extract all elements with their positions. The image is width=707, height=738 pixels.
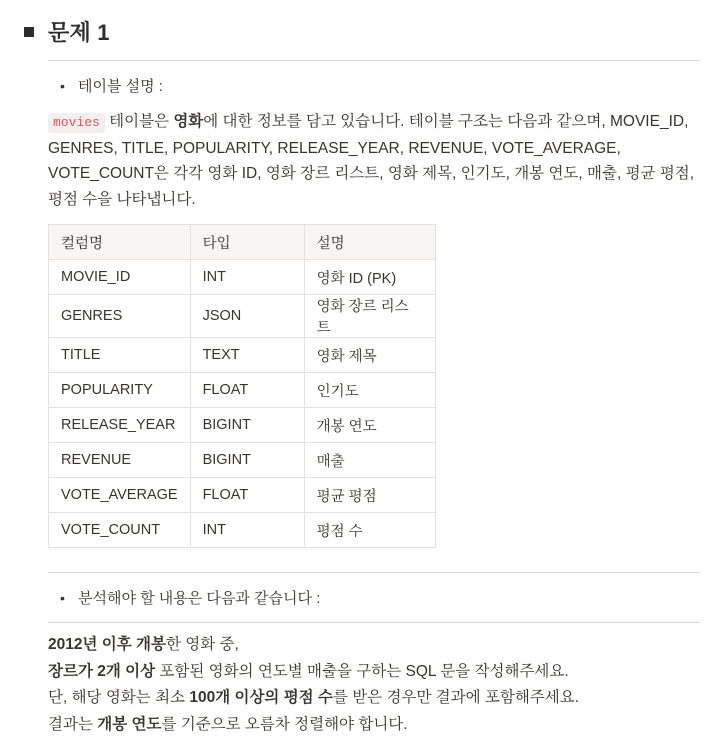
cell-type: JSON	[190, 295, 304, 338]
intro-segment: 테이블은	[104, 113, 174, 130]
disc-bullet-icon: •	[60, 590, 65, 606]
task-bold-segment: 100개 이상의 평점 수	[189, 689, 333, 706]
divider-middle-top	[48, 572, 700, 573]
table-row	[49, 478, 436, 513]
problem-heading	[24, 16, 700, 47]
column-header-desc: 설명	[304, 225, 435, 260]
task-segment: 를 받은 경우만 결과에 포함해주세요.	[332, 689, 580, 706]
page-title: 문제 1	[48, 20, 110, 45]
task-segment: 한 영화 중,	[165, 636, 239, 653]
task-bold-segment: 개봉 연도	[97, 715, 162, 733]
task-bold-segment: 장르가 2개 이상	[48, 662, 156, 680]
table-row	[49, 408, 436, 443]
cell-desc: 개봉 연도	[304, 408, 435, 443]
table-intro-paragraph	[48, 109, 700, 212]
cell-column-name: POPULARITY	[49, 373, 191, 408]
cell-type: FLOAT	[190, 373, 304, 408]
column-header-name: 컬럼명	[49, 225, 191, 260]
movies-code-chip: movies	[48, 113, 105, 133]
table-description-label: 테이블 설명 :	[78, 78, 163, 95]
intro-bold-segment: 영화	[173, 113, 204, 130]
cell-desc: 영화 장르 리스트	[304, 295, 435, 338]
cell-column-name: VOTE_AVERAGE	[49, 478, 191, 513]
divider-top	[48, 60, 700, 61]
cell-desc: 평점 수	[304, 513, 435, 548]
cell-type: INT	[190, 513, 304, 548]
task-segment: 결과는	[48, 715, 98, 733]
table-row	[49, 373, 436, 408]
table-row	[49, 295, 436, 338]
table-header-row	[49, 225, 436, 260]
task-segment: 를 기준으로 오름차 정렬해야 합니다.	[161, 715, 408, 733]
cell-desc: 평균 평점	[304, 478, 435, 513]
cell-type: TEXT	[190, 338, 304, 373]
cell-type: BIGINT	[190, 408, 304, 443]
table-row	[49, 338, 436, 373]
cell-column-name: REVENUE	[49, 443, 191, 478]
cell-type: INT	[190, 260, 304, 295]
divider-middle-bottom	[48, 622, 700, 623]
cell-type: FLOAT	[190, 478, 304, 513]
task-segment: 단, 해당 영화는 최소	[48, 689, 190, 706]
cell-column-name: MOVIE_ID	[49, 260, 191, 295]
table-description-bullet	[48, 74, 700, 99]
square-bullet-icon	[24, 27, 34, 37]
task-bold-segment: 2012년 이후 개봉	[48, 636, 166, 653]
intro-segment: 에 대한 정보를 담고 있습니다. 테이블 구조는 다음과 같으며, MOVIE_ID, GENRES, TITLE, POPULARITY, RELEASE_YEAR, REVENUE, VOTE_AVERAGE, VOTE_COUNT은 각각 영화 ID, 영화 장르 리스트, 영화 제목, 인기도, 개봉 연도, 매출, 평균 평점, 평점 수을 나타냅니다.	[48, 113, 695, 208]
cell-column-name: TITLE	[49, 338, 191, 373]
problem-content	[48, 60, 700, 738]
cell-desc: 영화 ID (PK)	[304, 260, 435, 295]
schema-table	[48, 224, 436, 548]
task-segment: 포함된 영화의 연도별 매출을 구하는 SQL 문을 작성해주세요.	[155, 662, 569, 680]
cell-column-name: GENRES	[49, 295, 191, 338]
table-row	[49, 443, 436, 478]
table-row	[49, 513, 436, 548]
cell-type: BIGINT	[190, 443, 304, 478]
disc-bullet-icon: •	[60, 78, 65, 94]
cell-column-name: RELEASE_YEAR	[49, 408, 191, 443]
analysis-bullet	[48, 586, 700, 611]
task-paragraph	[48, 632, 700, 738]
cell-desc: 매출	[304, 443, 435, 478]
analysis-label: 분석해야 할 내용은 다음과 같습니다 :	[78, 590, 321, 607]
cell-column-name: VOTE_COUNT	[49, 513, 191, 548]
table-row	[49, 260, 436, 295]
cell-desc: 영화 제목	[304, 338, 435, 373]
cell-desc: 인기도	[304, 373, 435, 408]
column-header-type: 타입	[190, 225, 304, 260]
